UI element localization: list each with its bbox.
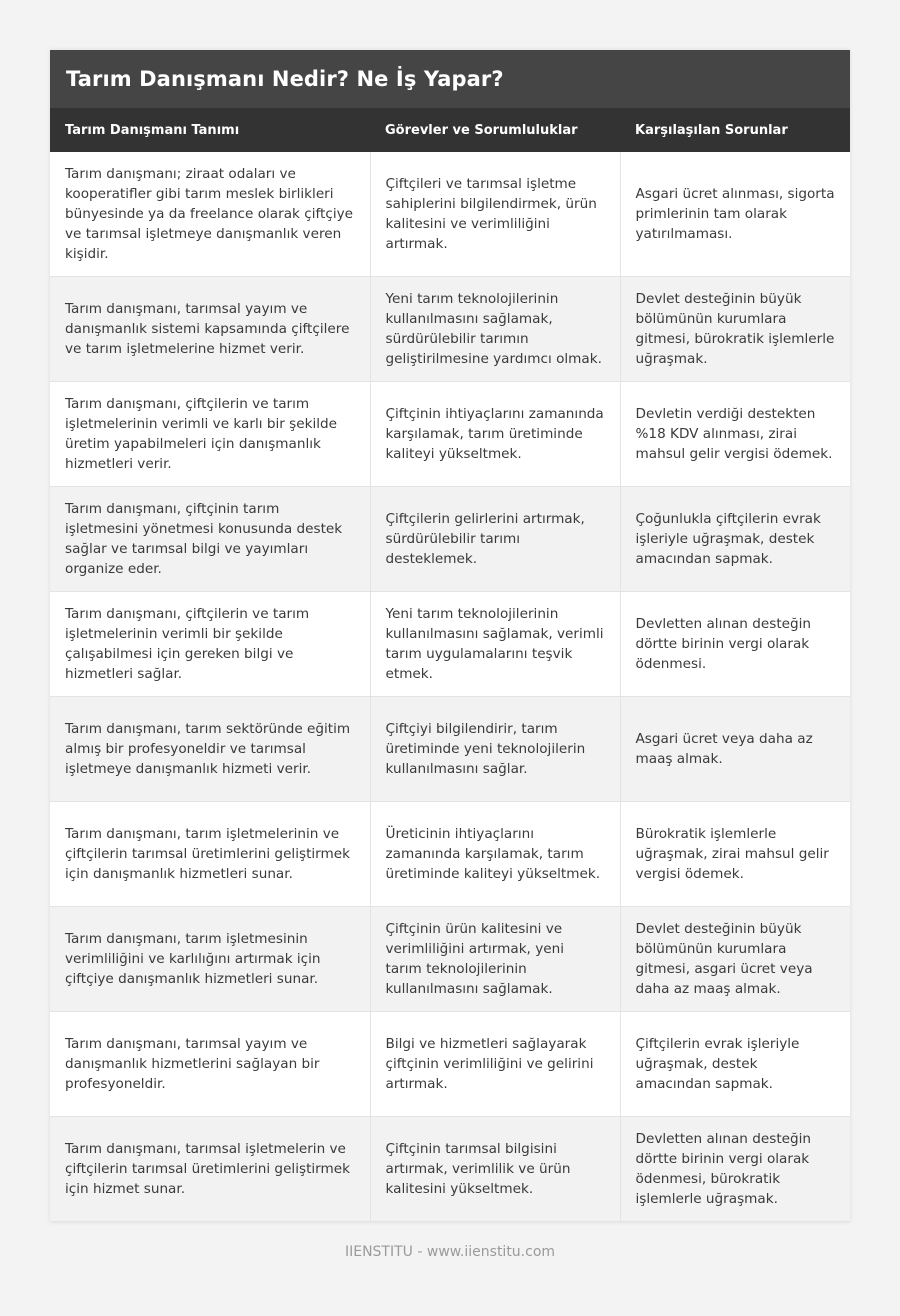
table-row: [50, 697, 850, 802]
table-row: [50, 592, 850, 697]
duties-cell: Çiftçinin tarımsal bilgisini artırmak, verimlilik ve ürün kalitesini yükseltmek.: [370, 1117, 620, 1222]
problems-cell: Asgari ücret alınması, sigorta primlerinin tam olarak yatırılmaması.: [620, 152, 850, 277]
problems-cell: Devletten alınan desteğin dörtte birinin vergi olarak ödenmesi, bürokratik işlemlerle uğraşmak.: [620, 1117, 850, 1222]
problems-cell: Çoğunlukla çiftçilerin evrak işleriyle uğraşmak, destek amacından sapmak.: [620, 487, 850, 592]
problems-cell: Bürokratik işlemlerle uğraşmak, zirai mahsul gelir vergisi ödemek.: [620, 802, 850, 907]
column-header-problems: Karşılaşılan Sorunlar: [620, 108, 850, 152]
problems-cell: Devlet desteğinin büyük bölümünün kurumlara gitmesi, bürokratik işlemlerle uğraşmak.: [620, 277, 850, 382]
table-row: [50, 152, 850, 277]
duties-cell: Çiftçileri ve tarımsal işletme sahiplerini bilgilendirmek, ürün kalitesini ve verimliliğini artırmak.: [370, 152, 620, 277]
table-row: [50, 487, 850, 592]
definition-cell: Tarım danışmanı, tarım işletmesinin verimliliğini ve karlılığını artırmak için çiftçiye danışmanlık hizmetleri sunar.: [50, 907, 370, 1012]
definition-cell: Tarım danışmanı, çiftçinin tarım işletmesini yönetmesi konusunda destek sağlar ve tarımsal bilgi ve yayımları organize eder.: [50, 487, 370, 592]
problems-cell: Devlet desteğinin büyük bölümünün kurumlara gitmesi, asgari ücret veya daha az maaş almak.: [620, 907, 850, 1012]
definition-cell: Tarım danışmanı, tarım işletmelerinin ve çiftçilerin tarımsal üretimlerini geliştirmek için danışmanlık hizmetleri sunar.: [50, 802, 370, 907]
footer-credit: IIENSTITU - www.iienstitu.com: [344, 1244, 556, 1260]
definition-cell: Tarım danışmanı, tarımsal yayım ve danışmanlık sistemi kapsamında çiftçilere ve tarım işletmelerine hizmet verir.: [50, 277, 370, 382]
definition-cell: Tarım danışmanı, tarımsal yayım ve danışmanlık hizmetlerini sağlayan bir profesyoneldir.: [50, 1012, 370, 1117]
definition-cell: Tarım danışmanı; ziraat odaları ve kooperatifler gibi tarım meslek birlikleri bünyesinde ya da freelance olarak çiftçiye ve tarımsal işletmeye danışmanlık veren kişidir.: [50, 152, 370, 277]
table-row: [50, 1012, 850, 1117]
table-row: [50, 907, 850, 1012]
duties-cell: Üreticinin ihtiyaçlarını zamanında karşılamak, tarım üretiminde kaliteyi yükseltmek.: [370, 802, 620, 907]
problems-cell: Devletten alınan desteğin dörtte birinin vergi olarak ödenmesi.: [620, 592, 850, 697]
column-header-definition: Tarım Danışmanı Tanımı: [50, 108, 370, 152]
duties-cell: Bilgi ve hizmetleri sağlayarak çiftçinin verimliliğini ve gelirini artırmak.: [370, 1012, 620, 1117]
duties-cell: Yeni tarım teknolojilerinin kullanılmasını sağlamak, sürdürülebilir tarımın geliştirilmesine yardımcı olmak.: [370, 277, 620, 382]
info-table: [50, 108, 850, 1222]
definition-cell: Tarım danışmanı, tarım sektöründe eğitim almış bir profesyoneldir ve tarımsal işletmeye danışmanlık hizmeti verir.: [50, 697, 370, 802]
duties-cell: Çiftçiyi bilgilendirir, tarım üretiminde yeni teknolojilerin kullanılmasını sağlar.: [370, 697, 620, 802]
duties-cell: Çiftçilerin gelirlerini artırmak, sürdürülebilir tarımı desteklemek.: [370, 487, 620, 592]
content-card: [50, 50, 850, 1222]
duties-cell: Çiftçinin ürün kalitesini ve verimliliğini artırmak, yeni tarım teknolojilerinin kullanılmasını sağlamak.: [370, 907, 620, 1012]
definition-cell: Tarım danışmanı, çiftçilerin ve tarım işletmelerinin verimli bir şekilde çalışabilmesi için gereken bilgi ve hizmetleri sağlar.: [50, 592, 370, 697]
table-row: [50, 277, 850, 382]
problems-cell: Devletin verdiği destekten %18 KDV alınması, zirai mahsul gelir vergisi ödemek.: [620, 382, 850, 487]
table-row: [50, 382, 850, 487]
duties-cell: Çiftçinin ihtiyaçlarını zamanında karşılamak, tarım üretiminde kaliteyi yükseltmek.: [370, 382, 620, 487]
page-title: Tarım Danışmanı Nedir? Ne İş Yapar?: [50, 50, 850, 108]
table-row: [50, 802, 850, 907]
duties-cell: Yeni tarım teknolojilerinin kullanılmasını sağlamak, verimli tarım uygulamalarını teşvik etmek.: [370, 592, 620, 697]
column-header-duties: Görevler ve Sorumluluklar: [370, 108, 620, 152]
definition-cell: Tarım danışmanı, çiftçilerin ve tarım işletmelerinin verimli ve karlı bir şekilde üretim yapabilmeleri için danışmanlık hizmetleri verir.: [50, 382, 370, 487]
problems-cell: Asgari ücret veya daha az maaş almak.: [620, 697, 850, 802]
problems-cell: Çiftçilerin evrak işleriyle uğraşmak, destek amacından sapmak.: [620, 1012, 850, 1117]
table-row: [50, 1117, 850, 1222]
definition-cell: Tarım danışmanı, tarımsal işletmelerin ve çiftçilerin tarımsal üretimlerini geliştirmek için hizmet sunar.: [50, 1117, 370, 1222]
table-header-row: [50, 108, 850, 152]
